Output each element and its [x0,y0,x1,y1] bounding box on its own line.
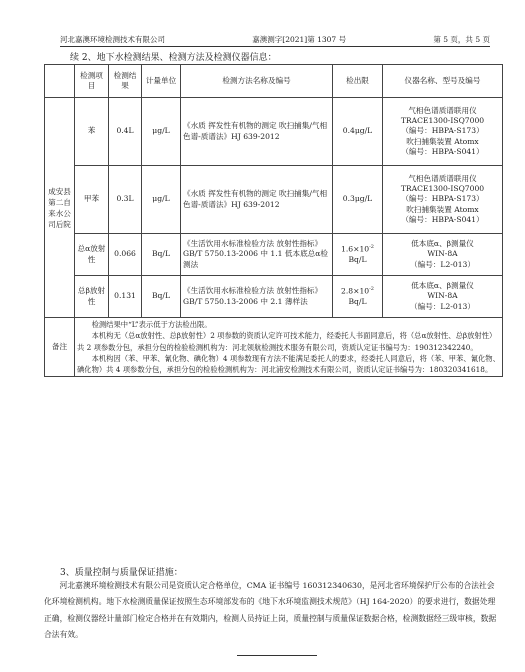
unit-cell: μg/L [142,166,181,234]
method-cell: 《生活饮用水标准检验方法 放射性指标》GB/T 5750.13-2006 中 1.1 低本底总α检测法 [181,234,333,276]
header-item: 检测项目 [75,65,109,98]
table-row [45,276,503,318]
header-instrument: 仪器名称、型号及编号 [383,65,503,98]
remarks-content [75,318,503,377]
remark-line: 本机构无（总α放射性、总β放射性）2 项参数的资质认定许可技术能力，经委托人书面同意后，将（总α放射性、总β放射性）共 2 项参数分包，承担分包的检验检测机构为：河北领航检测技术服务有限公司，资质认定证书编号为：190312342240。 [77,331,497,352]
method-cell: 《水质 挥发性有机物的测定 吹扫捕集/气相色谱-质谱法》HJ 639-2012 [181,98,333,166]
limit-unit: Bq/L [348,296,367,306]
limit-base: 1.6×10 [341,244,370,254]
header-limit: 检出限 [333,65,383,98]
limit-exponent: -2 [369,285,374,292]
instrument-line: TRACE1300-ISQ7000 [400,184,485,194]
item-cell: 总β放射性 [75,276,109,318]
instrument-line: 气相色谱质谱联用仪 [408,173,477,183]
instrument-line: （编号：HBPA-S041） [401,214,484,224]
table-row [45,98,503,166]
footer-divider [237,655,317,656]
unit-cell: μg/L [142,98,181,166]
instrument-line: 吹扫捕集装置 Atomx [406,136,479,146]
instrument-line: （编号：L2-013） [410,301,475,311]
limit-cell [333,276,383,318]
page-number: 第 5 页，共 5 页 [433,35,490,44]
item-cell: 甲苯 [75,166,109,234]
limit-cell: 0.4μg/L [333,98,383,166]
result-cell: 0.4L [109,98,142,166]
table-row [45,166,503,234]
header-method: 检测方法名称及编号 [181,65,333,98]
instrument-line: （编号：L2-013） [410,259,475,269]
instrument-line: 低本底α、β测量仪 [411,281,474,291]
result-cell: 0.066 [109,234,142,276]
instrument-line: 气相色谱质谱联用仪 [408,105,477,115]
instrument-line: 吹扫捕集装置 Atomx [406,204,479,214]
limit-unit: Bq/L [348,254,367,264]
table-row [45,234,503,276]
result-cell: 0.3L [109,166,142,234]
item-cell: 总α放射性 [75,234,109,276]
results-table [44,64,503,377]
instrument-line: （编号：HBPA-S041） [401,146,484,156]
instrument-line: （编号：HBPA-S173） [401,194,484,204]
section3-title: 3、质量控制与质量保证措施： [60,568,183,578]
limit-exponent: -2 [369,243,374,250]
instrument-line: 低本底α、β测量仪 [411,239,474,249]
sampling-location: 成安县第二自来水公司后院 [45,98,75,318]
qc-paragraph: 河北嘉澳环境检测技术有限公司是资质认定合格单位，CMA 证书编号 160312340630，是河北省环境保护厅公布的合法社会化环境检测机构。地下水检测质量保证按照生态环境部发布的《地下水环境监测技术规范》（HJ 164-2020）的要求进行，数据处理正确，检测仪器经计量部门检定合格并在有效期内，检测人员持证上岗，质量控制与质量保证数据合格，检测数据经三级审核，数据合法有效。 [44,581,497,640]
report-number: 嘉澳测字[2021]第 1307 号 [252,35,347,44]
unit-cell: Bq/L [142,276,181,318]
page-header [60,34,490,47]
method-cell: 《水质 挥发性有机物的测定 吹扫捕集/气相色谱-质谱法》HJ 639-2012 [181,166,333,234]
instrument-line: TRACE1300-ISQ7000 [400,116,485,126]
quality-control-text [44,578,502,643]
instrument-cell [383,276,503,318]
limit-cell: 0.3μg/L [333,166,383,234]
instrument-cell [383,98,503,166]
instrument-line: WIN-8A [427,249,458,259]
limit-cell [333,234,383,276]
instrument-line: WIN-8A [427,291,458,301]
result-cell: 0.131 [109,276,142,318]
instrument-line: （编号：HBPA-S173） [401,126,484,136]
item-cell: 苯 [75,98,109,166]
instrument-cell [383,166,503,234]
table-header-row [45,65,503,98]
header-blank [45,65,75,98]
instrument-cell [383,234,503,276]
method-cell: 《生活饮用水标准检验方法 放射性指标》GB/T 5750.13-2006 中 2.1 薄样法 [181,276,333,318]
unit-cell: Bq/L [142,234,181,276]
limit-base: 2.8×10 [341,286,370,296]
section-title: 续 2、地下水检测结果、检测方法及检测仪器信息： [70,53,277,63]
header-result: 检测结果 [109,65,142,98]
company-name: 河北嘉澳环境检测技术有限公司 [60,35,165,44]
remark-line: 检测结果中“L”表示低于方法检出限。 [91,320,212,329]
remarks-label: 备注 [45,318,75,377]
remark-line: 本机构因（苯、甲苯、氰化物、碘化物）4 项参数现有方法不能满足委托人的要求，经委托人同意后，将（苯、甲苯、氰化物、碘化物）共 4 项参数分包，承担分包的检验检测机构为：河北浦安检测技术有限公司，资质认定证书编号为：180320341618。 [77,353,500,375]
header-unit: 计量单位 [142,65,181,98]
remarks-row [45,318,503,377]
